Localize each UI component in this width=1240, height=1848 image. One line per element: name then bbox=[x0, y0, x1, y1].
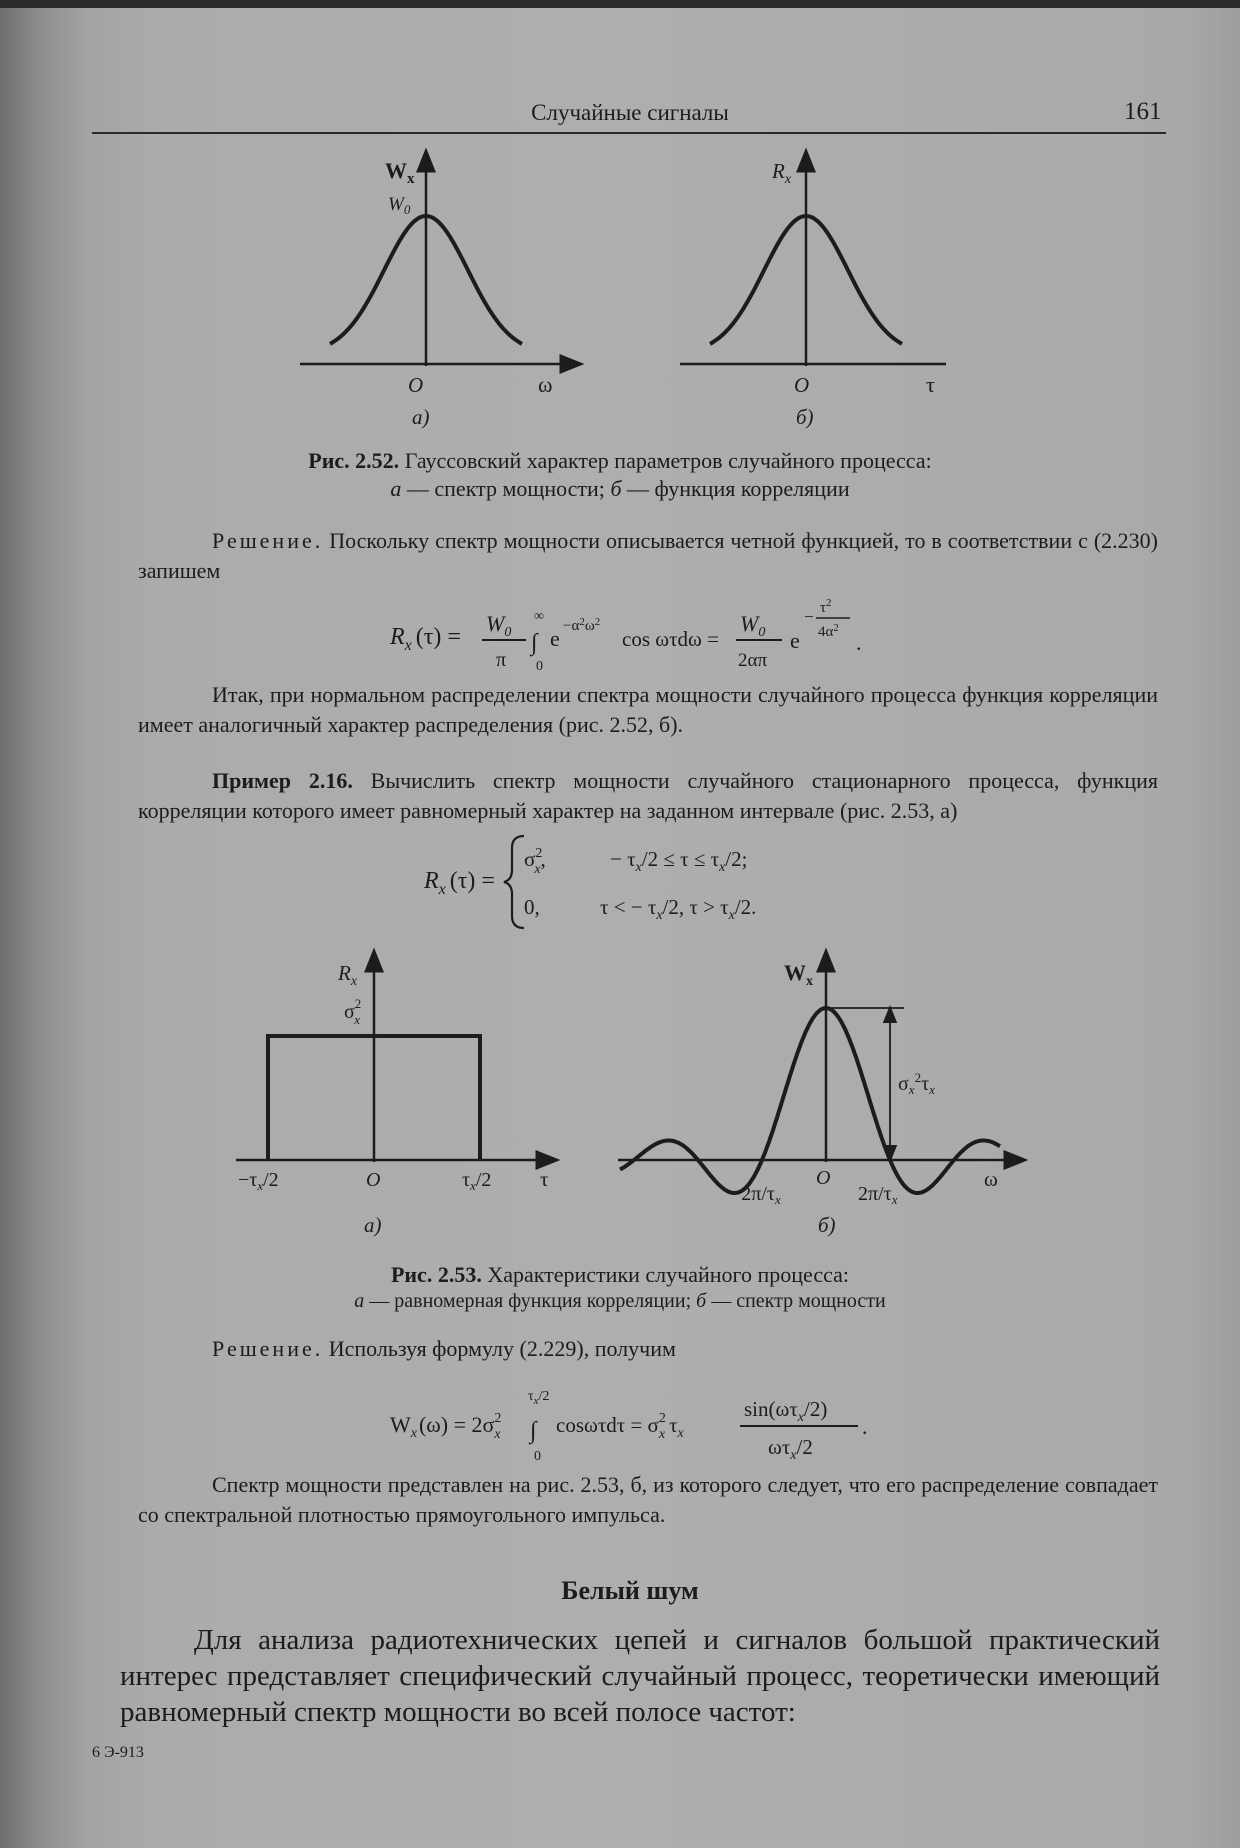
svg-text:−: − bbox=[804, 607, 814, 626]
conclusion2-paragraph: Спектр мощности представлен на рис. 2.53, б, из которого следует, что его распределение совпадает со спектральной плотностью прямоугольного импульса. bbox=[138, 1472, 1158, 1527]
svg-text:∫: ∫ bbox=[530, 1418, 537, 1444]
fig253b-peak-label: $\sigma_x^2\tau_x$ bbox=[898, 1070, 935, 1097]
section-paragraph: Для анализа радиотехнических цепей и сигналов большой практический интерес представляет специфический случайный процесс, теоретически имеющий равномерный спектр мощности во всей полосе частот: bbox=[120, 1624, 1160, 1728]
fig252a-ylabel: $W_x$ bbox=[385, 158, 415, 187]
solution1-paragraph: Решение. Поскольку спектр мощности описывается четной функцией, то в соответствии с (2.230) запишем bbox=[138, 528, 1158, 583]
fig252b-xlabel: τ bbox=[926, 372, 935, 397]
svg-text:ωτx/2: $\omega\tau_x/2$ bbox=[768, 1435, 813, 1463]
example-paragraph: Пример 2.16. Вычислить спектр мощности случайного стационарного процесса, функция корреляции которого имеет равномерный характер на заданном интервале (рис. 2.53, а) bbox=[138, 768, 1158, 823]
fig253a-level-label: $\sigma^2$ x bbox=[344, 996, 362, 1027]
fig253a-right-tick: $\tau_x/2$ bbox=[462, 1169, 492, 1193]
fig252b-origin: O bbox=[794, 373, 810, 397]
svg-text:Wx(ω) = 2σ2x: $W_x(\omega) = 2\sigma^2$ x bbox=[390, 1411, 502, 1442]
svg-text:π: π bbox=[496, 649, 507, 671]
svg-text:0: 0 bbox=[534, 1449, 541, 1464]
fig252a-level-label: $W_0$ bbox=[388, 194, 411, 217]
svg-text:cosωτdτ = σ2xτx: $\cos\omega\tau d\tau = \sigma^2$ x $\tau_x$ bbox=[556, 1411, 684, 1442]
svg-text:.: . bbox=[862, 1414, 868, 1439]
fig252b-panel-label: б) bbox=[796, 405, 814, 429]
svg-text:0,: 0, bbox=[524, 895, 540, 919]
svg-text:−α2ω2: $-\alpha^2\omega^2$ bbox=[563, 616, 601, 634]
svg-text:4α2: $4\alpha^2$ bbox=[818, 622, 839, 640]
signature-mark: 6 Э-913 bbox=[92, 1744, 144, 1761]
svg-text:Rx(τ) =: $R_x$ (τ) = bbox=[390, 624, 461, 654]
fig252-caption-line1: Рис. 2.52. Гауссовский характер параметров случайного процесса: bbox=[308, 448, 932, 473]
fig252a-origin: O bbox=[408, 373, 424, 397]
svg-text:2απ: 2απ bbox=[738, 650, 768, 671]
svg-text:τ < − τx/2, τ > τx/2.: τ < − $\tau_x/2$, $\tau > \tau_x/2$. bbox=[600, 895, 757, 923]
svg-text:e: e bbox=[790, 628, 800, 653]
fig253b-panel-label: б) bbox=[818, 1213, 836, 1237]
fig253b-sinc-curve bbox=[620, 1008, 1000, 1193]
svg-text:W0: $W_0$ bbox=[486, 611, 512, 640]
fig252a-panel-label: а) bbox=[412, 405, 430, 429]
fig253-caption-line2: а — равномерная функция корреляции; б — спектр мощности bbox=[354, 1290, 886, 1312]
running-header-title: Случайные сигналы bbox=[531, 100, 729, 125]
fig253a-ylabel: $R_x$ bbox=[338, 961, 358, 989]
fig253b-ylabel: $W_x$ bbox=[784, 960, 813, 989]
formula-wx-sinc bbox=[380, 1374, 880, 1474]
svg-text:τ2: $\tau^2$ bbox=[820, 597, 832, 616]
svg-text:Rx(τ) =: $R_x$ (τ) = bbox=[424, 868, 495, 898]
fig253a-origin: O bbox=[366, 1169, 381, 1191]
fig253a-xlabel: τ bbox=[540, 1167, 549, 1191]
svg-text:sin(ωτx/2): $\sin(\omega\tau_x/2)$ bbox=[744, 1397, 828, 1425]
svg-text:e: e bbox=[550, 626, 560, 651]
svg-text:∫: ∫ bbox=[531, 630, 538, 656]
svg-text:− τx/2 ≤ τ ≤ τx/2;: − $\tau_x/2 \le \tau \le \tau_x/2$; bbox=[610, 847, 748, 875]
page-number: 161 bbox=[1124, 98, 1162, 125]
svg-text:W0: $W_0$ bbox=[740, 611, 766, 640]
section-heading: Белый шум bbox=[561, 1576, 699, 1605]
svg-text:0: 0 bbox=[536, 659, 543, 674]
svg-text:σ2x,: $\sigma^2$ x, bbox=[524, 846, 546, 877]
solution2-paragraph: Решение. Используя формулу (2.229), получим bbox=[212, 1336, 676, 1361]
fig252a-xlabel: ω bbox=[538, 372, 553, 397]
fig253b-xlabel: ω bbox=[984, 1167, 998, 1191]
svg-text:∞: ∞ bbox=[534, 609, 544, 624]
fig253a-left-tick: $-\tau_x/2$ bbox=[238, 1169, 279, 1193]
fig253b-origin: O bbox=[816, 1167, 831, 1189]
conclusion1-paragraph: Итак, при нормальном распределении спектра мощности случайного процесса функция корреляции имеет аналогичный характер распределения (рис. 2.52, б). bbox=[138, 682, 1158, 737]
fig253-caption-line1: Рис. 2.53. Характеристики случайного процесса: bbox=[390, 1262, 850, 1287]
fig253b-right-tick: $2\pi/\tau_x$ bbox=[858, 1183, 898, 1207]
svg-text:.: . bbox=[856, 630, 862, 655]
fig253b-left-tick: $-2\pi/\tau_x$ bbox=[730, 1183, 781, 1207]
fig253a-panel-label: а) bbox=[364, 1213, 382, 1237]
svg-text:cos ωτdω =: cos ωτdω = bbox=[622, 627, 719, 651]
svg-text:τx/2: $\tau_x/2$ bbox=[528, 1389, 550, 1407]
fig252-caption-line2: а — спектр мощности; б — функция корреляции bbox=[390, 476, 850, 501]
fig252b-ylabel: $R_x$ bbox=[772, 159, 792, 187]
